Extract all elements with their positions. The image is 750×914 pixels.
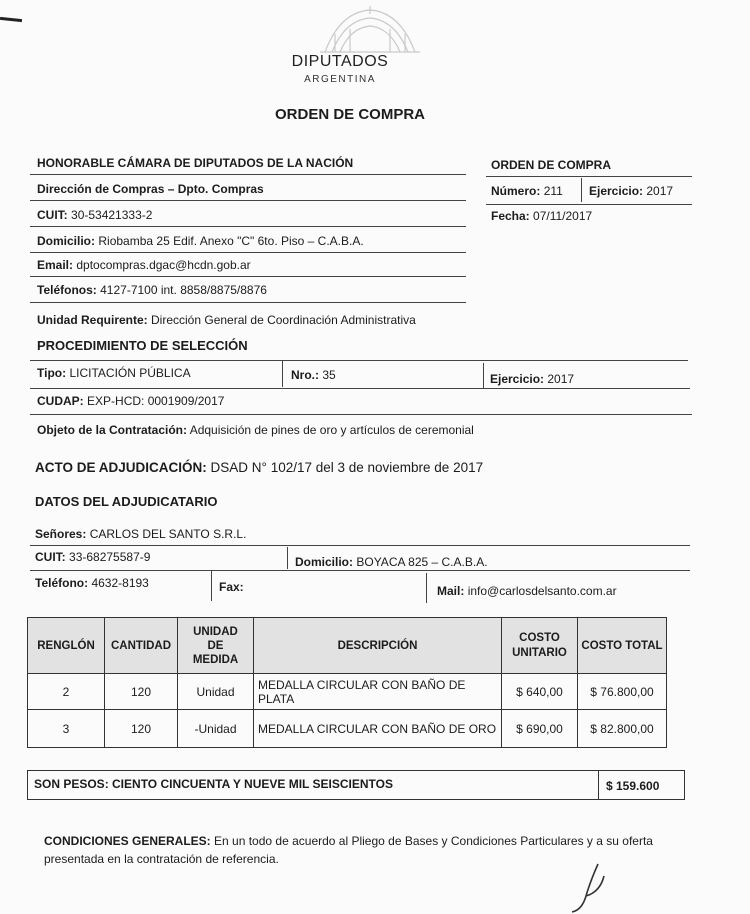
mail-label: Mail: (437, 584, 465, 598)
divider (30, 388, 690, 389)
cell-descripcion: MEDALLA CIRCULAR CON BAÑO DE PLATA (254, 674, 502, 710)
divider (486, 176, 692, 177)
adjudicatario-cuit (35, 550, 150, 564)
document-title: ORDEN DE COMPRA (275, 106, 426, 123)
nro-value: 35 (322, 368, 336, 382)
divider (30, 226, 466, 227)
adjudicatario-heading: DATOS DEL ADJUDICATARIO (35, 494, 218, 509)
procedure-heading: PROCEDIMIENTO DE SELECCIÓN (37, 338, 248, 353)
domicilio-label: Domicilio: (37, 234, 96, 248)
order-title: ORDEN DE COMPRA (491, 158, 612, 172)
cell-costo-unitario: $ 640,00 (502, 674, 578, 710)
divider (30, 276, 466, 277)
adjudicacion-label: ACTO DE ADJUDICACIÓN: (35, 460, 207, 475)
nro-label: Nro.: (291, 368, 319, 382)
total-amount: $ 159.600 (606, 779, 660, 793)
objeto-value: Adquisición de pines de oro y artículos de ceremonial (189, 423, 474, 437)
telefonos-value: 4127-7100 int. 8858/8875/8876 (100, 283, 267, 297)
divider (30, 570, 690, 571)
divider (30, 414, 692, 415)
col-unidad-line3: MEDIDA (192, 653, 239, 666)
cell-costo-unitario: $ 690,00 (502, 710, 578, 748)
telefono-value: 4632-8193 (91, 576, 149, 590)
divider (282, 361, 283, 387)
adj-cuit-label: CUIT: (35, 550, 66, 564)
col-cantidad: CANTIDAD (105, 618, 178, 674)
divider (486, 204, 692, 205)
conditions-text-2: presentada en la contratación de referencia. (44, 852, 279, 866)
ejercicio-value: 2017 (646, 184, 674, 198)
col-unidad (178, 618, 254, 674)
divider (211, 571, 212, 601)
order-fecha (491, 209, 592, 223)
issuer-cuit (37, 208, 152, 222)
divider (581, 178, 582, 202)
telefonos-label: Teléfonos: (37, 283, 97, 297)
mail-value: info@carlosdelsanto.com.ar (467, 584, 617, 598)
issuer-telefonos (37, 283, 267, 297)
divider (30, 360, 688, 361)
divider (30, 545, 690, 546)
fax-label: Fax: (219, 580, 244, 594)
order-numero (491, 184, 563, 198)
order-ejercicio (589, 184, 673, 198)
email-value: dptocompras.dgac@hcdn.gob.ar (76, 258, 251, 272)
adj-cuit-value: 33-68275587-9 (69, 550, 151, 564)
adjudicatario-fax (219, 580, 244, 594)
col-unidad-line2: DE (207, 639, 224, 652)
total-box (27, 770, 685, 800)
email-label: Email: (37, 258, 74, 272)
total-text: SON PESOS: CIENTO CINCUENTA Y NUEVE MIL SEISCIENTOS (34, 777, 393, 791)
cell-cantidad: 120 (105, 674, 178, 710)
cuit-value: 30-53421333-2 (71, 208, 153, 222)
col-descripcion: DESCRIPCIÓN (254, 618, 502, 674)
cell-unidad: Unidad (178, 674, 254, 710)
fecha-value: 07/11/2017 (533, 209, 593, 223)
procedure-nro (291, 368, 336, 382)
adj-domicilio-label: Domicilio: (295, 555, 354, 569)
adjudicacion-value: DSAD N° 102/17 del 3 de noviembre de 2017 (210, 460, 484, 475)
signature (560, 862, 620, 914)
col-renglon: RENGLÓN (28, 618, 105, 674)
proc-ejercicio-label: Ejercicio: (490, 372, 545, 386)
divider (483, 363, 484, 389)
issuer-name: HONORABLE CÁMARA DE DIPUTADOS DE LA NACIÓN (37, 156, 354, 170)
numero-label: Número: (491, 184, 541, 198)
col-costo-unitario-line1: COSTO (519, 631, 560, 644)
conditions-line1 (44, 834, 653, 848)
procedure-ejercicio (490, 372, 574, 386)
logo-title: DIPUTADOS (291, 53, 389, 70)
cell-cantidad: 120 (105, 710, 178, 748)
issuer-domicilio (37, 234, 364, 248)
objeto-label: Objeto de la Contratación: (37, 423, 188, 437)
issuer-unidad (37, 313, 416, 327)
divider (30, 302, 466, 303)
procedure-objeto (37, 423, 474, 437)
pen-mark (0, 17, 22, 22)
cell-costo-total: $ 76.800,00 (578, 674, 667, 710)
numero-value: 211 (543, 184, 563, 198)
cell-costo-total: $ 82.800,00 (578, 710, 667, 748)
col-costo-unitario-line2: UNITARIO (512, 646, 567, 659)
issuer-email (37, 258, 251, 272)
adj-domicilio-value: BOYACA 825 – C.A.B.A. (356, 555, 488, 569)
cell-renglon: 3 (28, 710, 105, 748)
unidad-label: Unidad Requirente: (37, 313, 148, 327)
adjudicatario-senores (35, 527, 246, 541)
senores-label: Señores: (35, 527, 87, 541)
col-costo-total: COSTO TOTAL (578, 618, 667, 674)
table-header-row (28, 618, 667, 674)
proc-ejercicio-value: 2017 (547, 372, 575, 386)
cell-unidad: -Unidad (178, 710, 254, 748)
divider (598, 771, 599, 799)
fecha-label: Fecha: (491, 209, 530, 223)
ejercicio-label: Ejercicio: (589, 184, 644, 198)
divider (30, 174, 466, 175)
logo-subtitle: ARGENTINA (304, 74, 376, 85)
procedure-tipo (37, 366, 191, 380)
adjudicacion-line (35, 460, 483, 475)
tipo-label: Tipo: (37, 366, 67, 380)
senores-value: CARLOS DEL SANTO S.R.L. (89, 527, 247, 541)
telefono-label: Teléfono: (35, 576, 89, 590)
tipo-value: LICITACIÓN PÚBLICA (69, 366, 191, 380)
cell-renglon: 2 (28, 674, 105, 710)
cell-descripcion: MEDALLA CIRCULAR CON BAÑO DE ORO (254, 710, 502, 748)
domicilio-value: Riobamba 25 Edif. Anexo "C" 6to. Piso – C.A.B.A. (98, 234, 364, 248)
col-unidad-line1: UNIDAD (193, 625, 238, 638)
table-row (28, 710, 667, 748)
cudap-value: EXP-HCD: 0001909/2017 (87, 394, 225, 408)
cuit-label: CUIT: (37, 208, 68, 222)
adjudicatario-domicilio (295, 555, 488, 569)
table-row (28, 674, 667, 710)
unidad-value: Dirección General de Coordinación Administrativa (151, 313, 416, 327)
issuer-direction: Dirección de Compras – Dpto. Compras (37, 182, 264, 196)
col-costo-unitario (502, 618, 578, 674)
divider (30, 200, 466, 201)
adjudicatario-mail (437, 584, 617, 598)
conditions-label: CONDICIONES GENERALES: (44, 834, 211, 848)
divider (426, 573, 427, 603)
divider (30, 252, 466, 253)
conditions-text-1: En un todo de acuerdo al Pliego de Bases y Condiciones Particulares y a su oferta (214, 834, 653, 848)
divider (287, 547, 288, 569)
items-table (27, 617, 667, 748)
adjudicatario-telefono (35, 576, 149, 590)
procedure-cudap (37, 394, 224, 408)
cudap-label: CUDAP: (37, 394, 84, 408)
